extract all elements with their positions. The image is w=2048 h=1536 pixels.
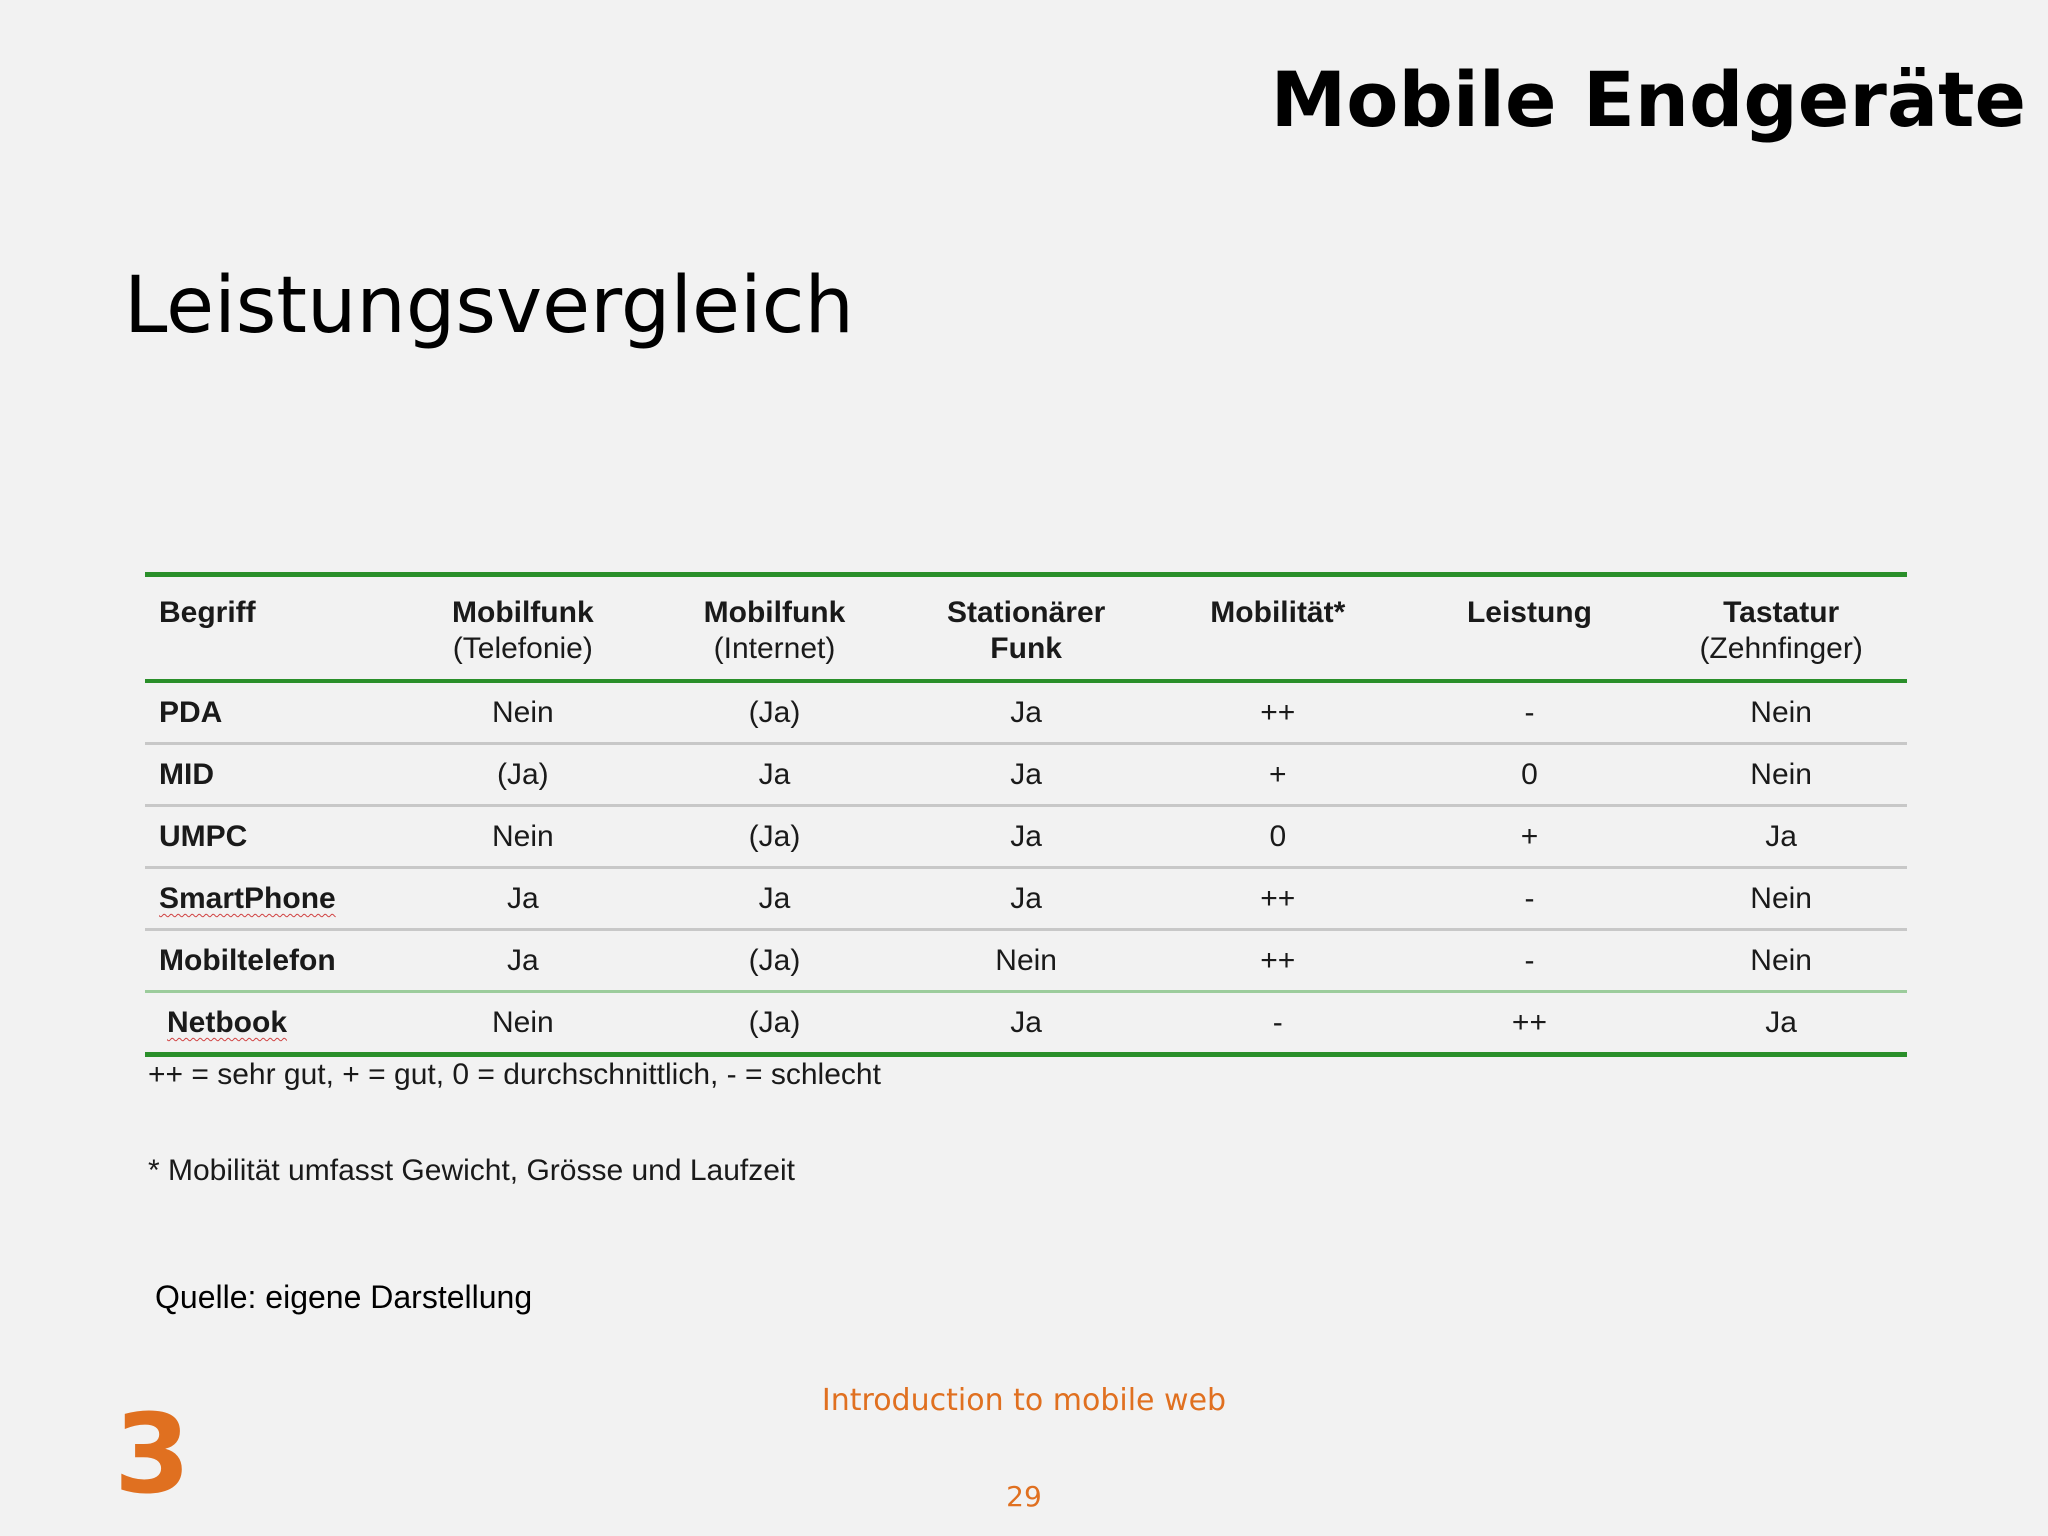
table-cell: -	[1404, 930, 1656, 992]
column-header	[1152, 575, 1404, 682]
source-note: Quelle: eigene Darstellung	[155, 1279, 533, 1315]
table-cell: Nein	[1655, 744, 1907, 806]
column-header-line1: Leistung	[1466, 596, 1592, 629]
table-cell: Nein	[900, 930, 1152, 992]
column-header-line2: (Internet)	[713, 632, 836, 665]
comparison-table-container	[145, 572, 1907, 1057]
table-cell: ++	[1152, 681, 1404, 744]
table-cell: +	[1152, 744, 1404, 806]
footnote: * Mobilität umfasst Gewicht, Grösse und Laufzeit	[148, 1154, 795, 1187]
column-header-line1: Tastatur	[1723, 596, 1840, 629]
table-cell: Ja	[900, 681, 1152, 744]
column-header-line1: Begriff	[159, 596, 256, 629]
table-row	[145, 744, 1907, 806]
column-header-line1: Mobilfunk	[703, 596, 846, 629]
table-cell: Nein	[1655, 681, 1907, 744]
table-cell: Ja	[900, 806, 1152, 868]
table-cell: ++	[1404, 992, 1656, 1055]
column-header	[397, 575, 649, 682]
table-cell: ++	[1152, 868, 1404, 930]
column-header	[145, 575, 397, 682]
column-header	[1404, 575, 1656, 682]
table-cell: (Ja)	[649, 806, 901, 868]
table-row	[145, 992, 1907, 1055]
column-header-line2: (Zehnfinger)	[1699, 632, 1863, 665]
table-row	[145, 930, 1907, 992]
table-cell: (Ja)	[649, 930, 901, 992]
table-cell: 0	[1152, 806, 1404, 868]
table-row	[145, 868, 1907, 930]
table-cell: Ja	[649, 868, 901, 930]
table-header-row	[145, 575, 1907, 682]
table-cell: Ja	[1655, 992, 1907, 1055]
table-cell: Ja	[900, 992, 1152, 1055]
comparison-table	[145, 572, 1907, 1057]
column-header-line2: (Telefonie)	[452, 632, 593, 665]
chapter-number: 3	[114, 1390, 191, 1518]
row-label: PDA	[145, 681, 397, 744]
column-header-line1: Mobilität*	[1210, 596, 1346, 629]
table-cell: Nein	[1655, 868, 1907, 930]
table-cell: Ja	[397, 868, 649, 930]
table-cell: Ja	[397, 930, 649, 992]
row-label	[145, 868, 397, 930]
table-cell: -	[1152, 992, 1404, 1055]
table-cell: ++	[1152, 930, 1404, 992]
table-cell: 0	[1404, 744, 1656, 806]
row-label: MID	[145, 744, 397, 806]
slide-title: Leistungsvergleich	[124, 261, 854, 351]
table-cell: Nein	[1655, 930, 1907, 992]
table-row	[145, 681, 1907, 744]
table-cell: (Ja)	[397, 744, 649, 806]
table-cell: (Ja)	[649, 992, 901, 1055]
rating-legend: ++ = sehr gut, + = gut, 0 = durchschnittlich, - = schlecht	[148, 1058, 881, 1091]
header-title: Mobile Endgeräte	[1270, 55, 2026, 144]
page-number: 29	[1006, 1480, 1042, 1513]
table-cell: +	[1404, 806, 1656, 868]
table-cell: Ja	[900, 868, 1152, 930]
footer-course-title: Introduction to mobile web	[821, 1383, 1227, 1418]
row-label-text: SmartPhone	[159, 882, 336, 915]
row-label	[145, 992, 397, 1055]
column-header	[900, 575, 1152, 682]
table-cell: (Ja)	[649, 681, 901, 744]
table-cell: Nein	[397, 992, 649, 1055]
column-header-line1: Mobilfunk	[452, 596, 594, 629]
column-header-line1: Stationärer	[946, 596, 1106, 629]
table-cell: -	[1404, 868, 1656, 930]
row-label: Mobiltelefon	[145, 930, 397, 992]
table-cell: Nein	[397, 681, 649, 744]
table-cell: -	[1404, 681, 1656, 744]
row-label: UMPC	[145, 806, 397, 868]
table-cell: Ja	[1655, 806, 1907, 868]
table-cell: Nein	[397, 806, 649, 868]
table-row	[145, 806, 1907, 868]
table-cell: Ja	[900, 744, 1152, 806]
column-header	[1655, 575, 1907, 682]
table-cell: Ja	[649, 744, 901, 806]
row-label-text: Netbook	[167, 1006, 287, 1039]
column-header-line2: Funk	[990, 632, 1062, 665]
column-header	[649, 575, 901, 682]
